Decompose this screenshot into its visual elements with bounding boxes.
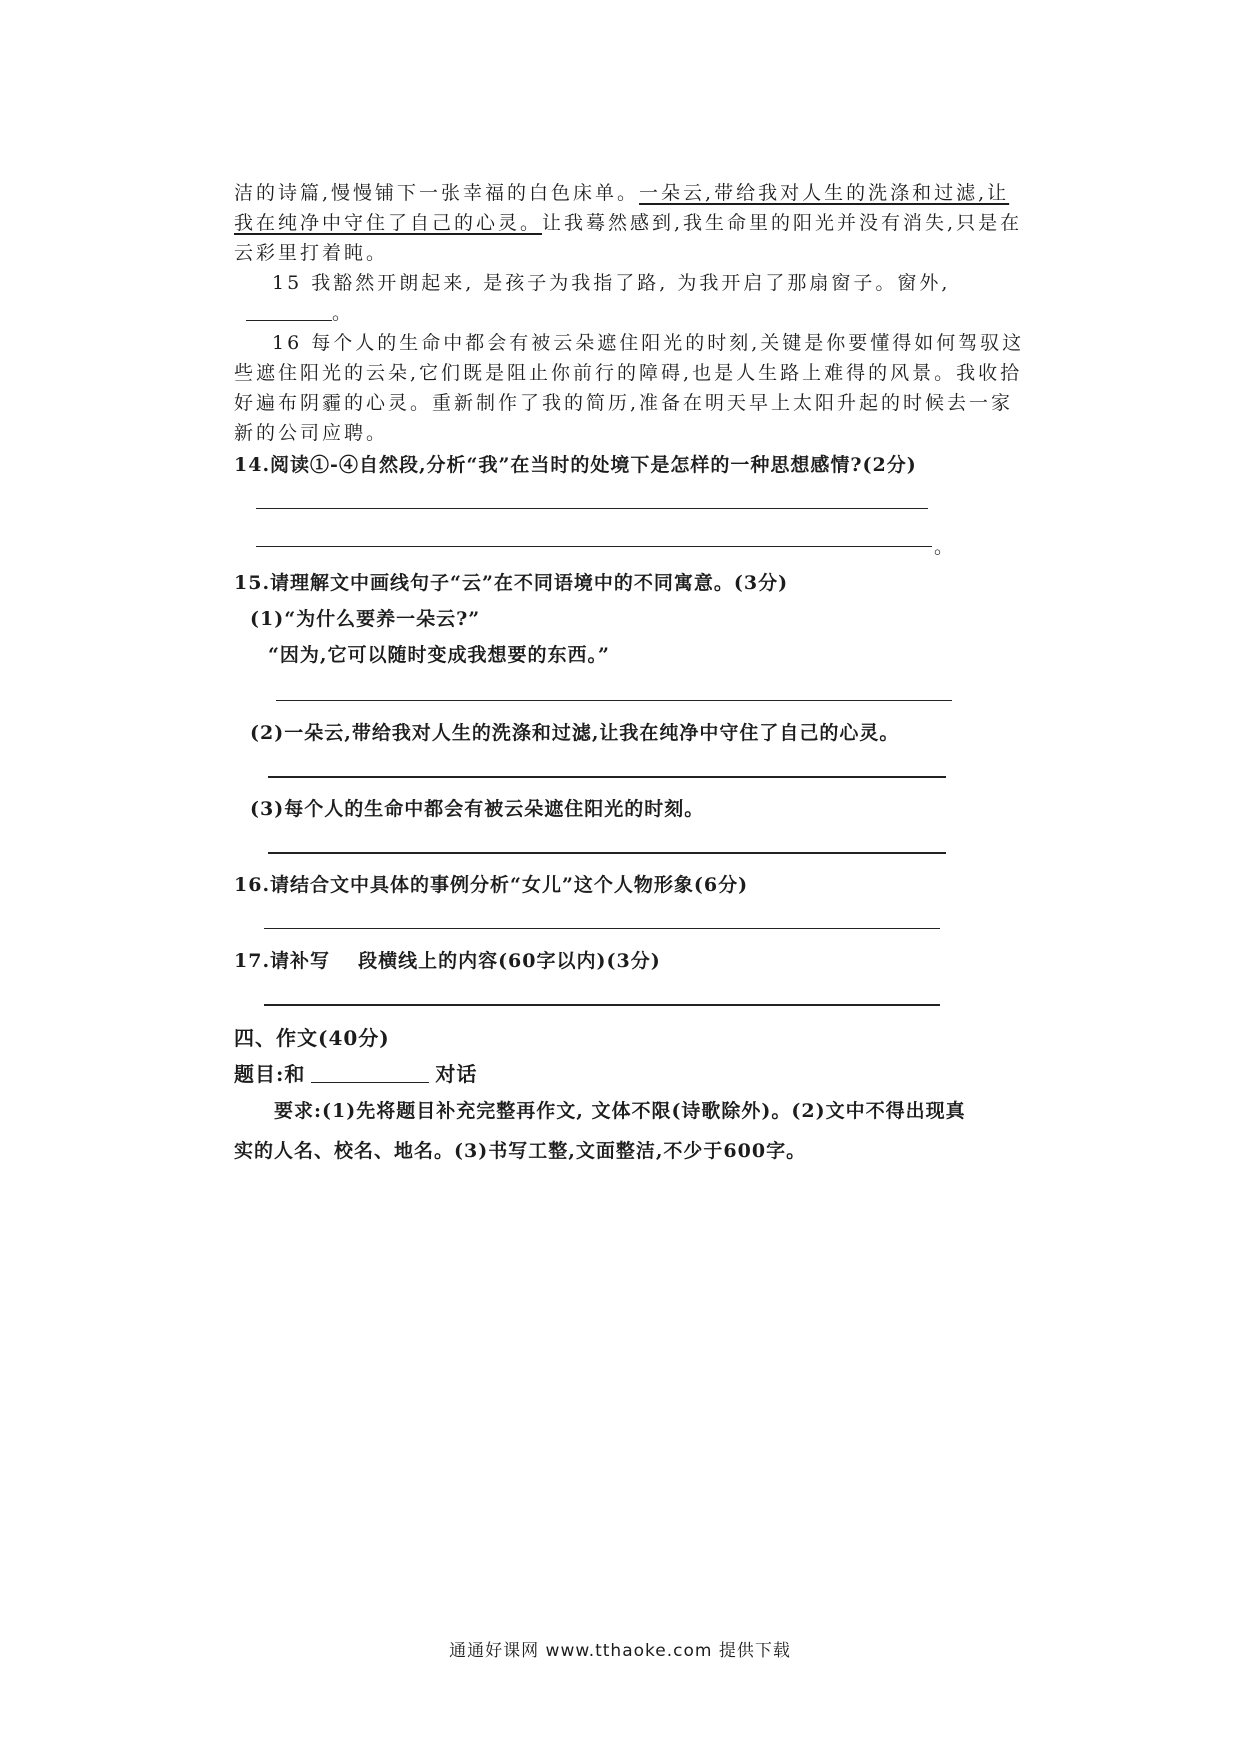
- underlined-sentence-cloud-end: 我在纯净中守住了自己的心灵。: [234, 212, 543, 234]
- question-17-prefix: 17.请补写: [234, 950, 331, 972]
- paragraph-16-line-1: 16 每个人的生命中都会有被云朵遮住阳光的时刻,关键是你要懂得如何驾驭这: [272, 332, 1025, 354]
- answer-line-15-2: [268, 776, 946, 778]
- question-17: [234, 946, 661, 973]
- paragraph-16-line-2: 些遮住阳光的云朵,它们既是阻止你前行的障碍,也是人生路上难得的风景。我收拾: [234, 362, 1023, 384]
- period: 。: [332, 302, 355, 324]
- essay-requirements-line-2: 实的人名、校名、地名。(3)书写工整,文面整洁,不少于600字。: [234, 1140, 807, 1162]
- paragraph-16-line-4: 新的公司应聘。: [234, 422, 389, 444]
- paragraph-15-blank-line: [246, 298, 354, 325]
- underlined-sentence-cloud: 一朵云,带给我对人生的洗涤和过滤,让: [639, 182, 1010, 204]
- passage-line-2: [234, 208, 1022, 235]
- question-16: 16.请结合文中具体的事例分析“女儿”这个人物形象(6分): [234, 874, 749, 896]
- answer-line-14-period: 。: [934, 536, 955, 558]
- question-15-part-3: (3)每个人的生命中都会有被云朵遮住阳光的时刻。: [250, 798, 705, 820]
- answer-line-15-1: [276, 700, 952, 701]
- question-14: 14.阅读①-④自然段,分析“我”在当时的处境下是怎样的一种思想感情?(2分): [234, 454, 917, 476]
- question-15-part-1-question: (1)“为什么要养一朵云?”: [250, 608, 481, 630]
- answer-line-16: [264, 928, 940, 929]
- paragraph-16-line-3: 好遍布阴霾的心灵。重新制作了我的简历,准备在明天早上太阳升起的时候去一家: [234, 392, 1014, 414]
- question-15-part-2: (2)一朵云,带给我对人生的洗涤和过滤,让我在纯净中守住了自己的心灵。: [250, 722, 900, 744]
- passage-text: 洁的诗篇,慢慢铺下一张幸福的白色床单。: [234, 182, 640, 204]
- answer-line-14-2: [256, 546, 932, 547]
- essay-title-prefix: 题目:和: [234, 1062, 306, 1086]
- essay-title: [234, 1058, 477, 1087]
- question-15: 15.请理解文中画线句子“云”在不同语境中的不同寓意。(3分): [234, 572, 789, 594]
- answer-line-15-3: [268, 852, 946, 854]
- answer-line-17: [264, 1004, 940, 1006]
- essay-title-suffix: 对话: [435, 1062, 478, 1086]
- essay-requirements-line-1: 要求:(1)先将题目补充完整再作文, 文体不限(诗歌除外)。(2)文中不得出现真: [274, 1100, 966, 1122]
- fill-blank: [246, 306, 332, 321]
- paragraph-15: 15 我豁然开朗起来, 是孩子为我指了路, 为我开启了那扇窗子。窗外,: [272, 272, 951, 294]
- essay-title-blank: [311, 1066, 429, 1083]
- essay-heading: 四、作文(40分): [234, 1026, 390, 1050]
- passage-text: 让我蓦然感到,我生命里的阳光并没有消失,只是在: [542, 212, 1023, 234]
- passage-line-3: 云彩里打着盹。: [234, 242, 389, 264]
- answer-line-14-1: [256, 508, 928, 509]
- passage-line-1: [234, 178, 1009, 205]
- question-15-part-1-answer: “因为,它可以随时变成我想要的东西。”: [268, 644, 610, 666]
- page-footer: 通通好课网 www.tthaoke.com 提供下载: [449, 1641, 791, 1661]
- question-17-suffix: 段横线上的内容(60字以内)(3分): [358, 950, 661, 972]
